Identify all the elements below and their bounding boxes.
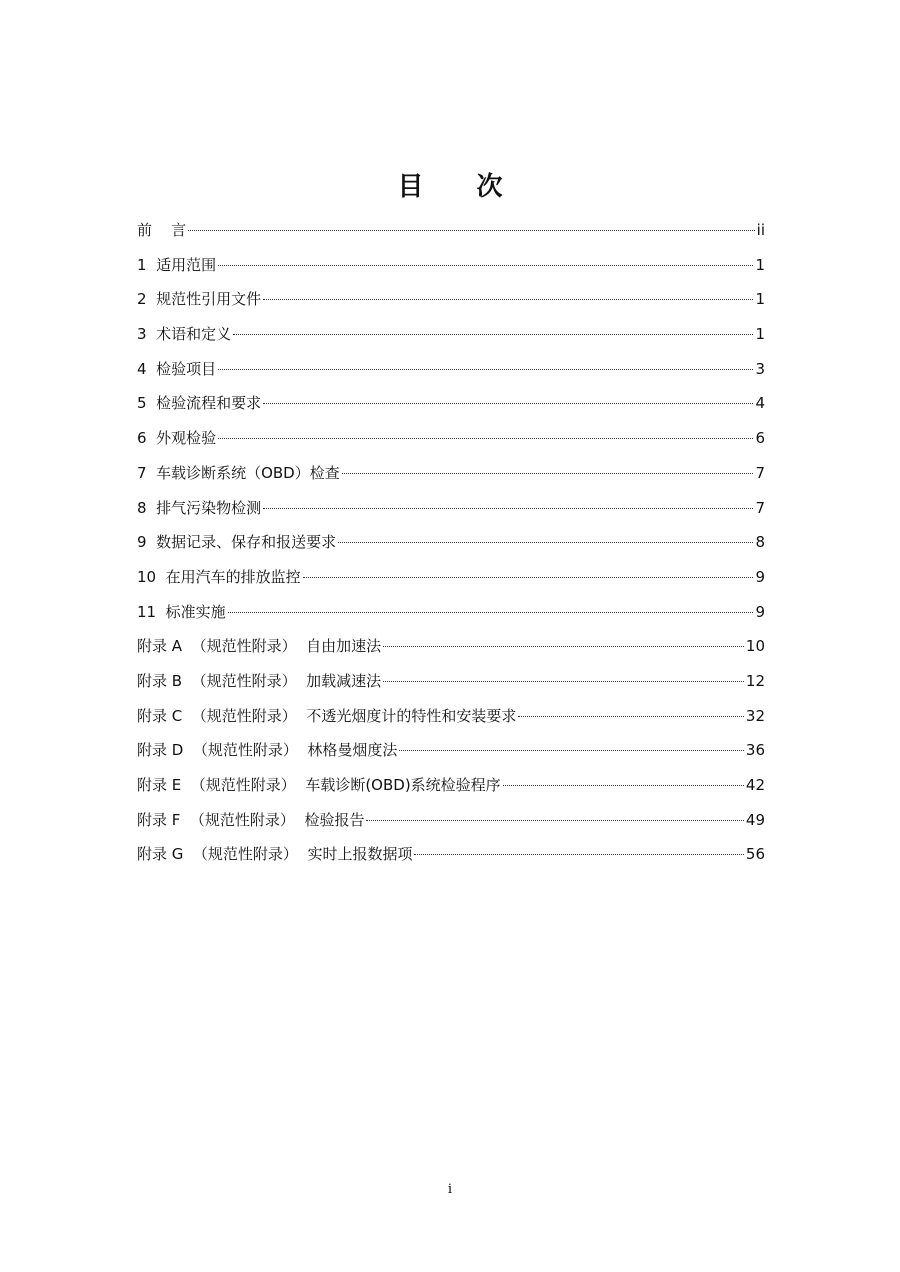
toc-entry-label: 附录 B （规范性附录） 加载减速法 (137, 671, 382, 690)
toc-dot-leader (338, 542, 753, 543)
toc-entry-3[interactable] (137, 317, 765, 352)
toc-entry-page: 4 (755, 394, 765, 413)
toc-entry-label: 8 排气污染物检测 (137, 498, 262, 517)
toc-entry-2[interactable] (137, 282, 765, 317)
toc-entry-page: 3 (755, 359, 765, 378)
toc-dot-leader (518, 716, 744, 717)
toc-entry-6[interactable] (137, 421, 765, 456)
toc-dot-leader (303, 577, 754, 578)
toc-entry-9[interactable] (137, 525, 765, 560)
toc-entry-appendix-b[interactable] (137, 664, 765, 699)
toc-dot-leader (218, 369, 753, 370)
toc-entry-label: 前 言 (137, 221, 187, 239)
toc-title: 目 次 (397, 172, 525, 203)
toc-dot-leader (228, 612, 754, 613)
toc-entry-label: 附录 D （规范性附录） 林格曼烟度法 (137, 741, 398, 760)
toc-dot-leader (383, 646, 744, 647)
toc-entry-appendix-c[interactable] (137, 699, 765, 734)
toc-entry-label: 附录 G （规范性附录） 实时上报数据项 (137, 845, 413, 864)
toc-entry-appendix-f[interactable] (137, 803, 765, 838)
toc-entry-page: 12 (745, 671, 765, 690)
toc-entry-page: 9 (755, 602, 765, 621)
toc-entry-page: 8 (755, 533, 765, 552)
toc-dot-leader (342, 473, 754, 474)
toc-entry-5[interactable] (137, 386, 765, 421)
toc-entry-8[interactable] (137, 491, 765, 526)
toc-entry-label: 3 术语和定义 (137, 325, 232, 344)
toc-entry-preface[interactable] (137, 213, 765, 248)
toc-entry-label: 9 数据记录、保存和报送要求 (137, 533, 337, 552)
toc-dot-leader (218, 265, 753, 266)
toc-entry-label: 11 标准实施 (137, 602, 226, 621)
toc-entry-label: 6 外观检验 (137, 429, 217, 448)
toc-entry-page: 6 (755, 429, 765, 448)
toc-entry-label: 5 检验流程和要求 (137, 394, 262, 413)
toc-entry-appendix-e[interactable] (137, 768, 765, 803)
toc-entry-label: 附录 A （规范性附录） 自由加速法 (137, 637, 382, 656)
toc-list (137, 213, 765, 872)
toc-dot-leader (263, 299, 753, 300)
toc-entry-page: 1 (755, 290, 765, 309)
toc-entry-page: 36 (745, 741, 765, 760)
toc-entry-page: 9 (755, 567, 765, 586)
toc-entry-7[interactable] (137, 456, 765, 491)
toc-entry-page: 1 (755, 255, 765, 274)
toc-entry-page: 42 (745, 776, 765, 794)
toc-entry-label: 附录 F （规范性附录） 检验报告 (137, 810, 365, 829)
toc-dot-leader (218, 438, 753, 439)
toc-entry-page: 32 (745, 706, 765, 725)
toc-entry-page: 49 (745, 810, 765, 829)
toc-entry-appendix-a[interactable] (137, 629, 765, 664)
toc-entry-label: 2 规范性引用文件 (137, 290, 262, 309)
toc-dot-leader (263, 508, 753, 509)
toc-dot-leader (414, 854, 743, 855)
toc-entry-page: 7 (755, 463, 765, 482)
page-number: i (447, 1182, 453, 1197)
toc-dot-leader (399, 750, 744, 751)
toc-entry-label: 1 适用范围 (137, 255, 217, 274)
toc-dot-leader (503, 785, 744, 786)
toc-entry-label: 附录 E （规范性附录） 车载诊断(OBD)系统检验程序 (137, 776, 501, 794)
toc-entry-page: 1 (755, 325, 765, 344)
toc-entry-appendix-g[interactable] (137, 837, 765, 872)
toc-entry-label: 7 车载诊断系统（OBD）检查 (137, 463, 340, 482)
toc-entry-10[interactable] (137, 560, 765, 595)
toc-entry-appendix-d[interactable] (137, 733, 765, 768)
toc-entry-label: 10 在用汽车的排放监控 (137, 567, 301, 586)
toc-entry-label: 4 检验项目 (137, 359, 217, 378)
toc-dot-leader (263, 403, 753, 404)
toc-entry-page: 7 (755, 498, 765, 517)
toc-dot-leader (383, 681, 744, 682)
toc-dot-leader (233, 334, 753, 335)
toc-entry-1[interactable] (137, 248, 765, 283)
toc-entry-4[interactable] (137, 352, 765, 387)
toc-entry-page: 10 (745, 637, 765, 656)
toc-entry-page: 56 (745, 845, 765, 864)
toc-entry-11[interactable] (137, 595, 765, 630)
toc-dot-leader (366, 820, 743, 821)
toc-entry-page: ii (756, 221, 765, 239)
toc-entry-label: 附录 C （规范性附录） 不透光烟度计的特性和安装要求 (137, 706, 517, 725)
toc-dot-leader (188, 230, 755, 231)
